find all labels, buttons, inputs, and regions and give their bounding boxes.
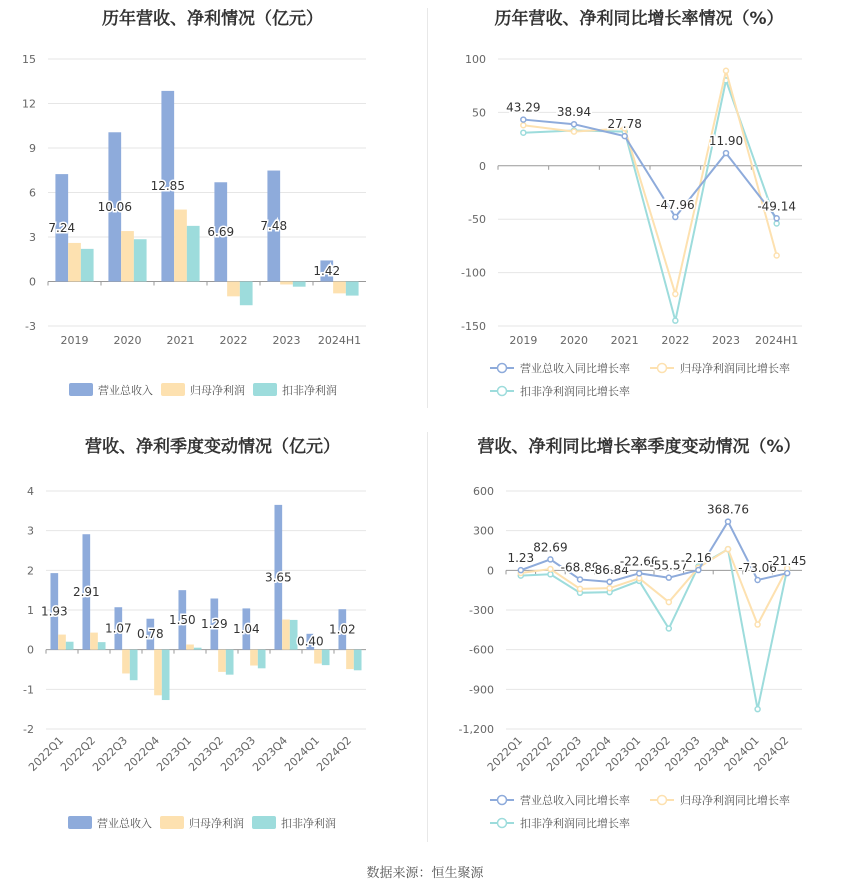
bar: [81, 249, 94, 282]
legend-marker: [658, 364, 667, 373]
x-tick-label: 2022: [219, 334, 248, 347]
data-label: 27.78: [607, 117, 642, 132]
data-source-note: 数据来源：恒生聚源: [366, 866, 484, 881]
data-label: 7.24: [48, 220, 76, 235]
series-point: [578, 577, 583, 582]
data-label: 2.16: [685, 551, 712, 566]
data-label: -86.84: [590, 562, 629, 577]
series-point: [521, 117, 526, 122]
legend-label: 归母净利润: [190, 384, 245, 397]
x-tick-label: 2020: [560, 334, 588, 347]
legend-swatch: [253, 383, 277, 396]
legend-label: 营业总收入同比增长率: [520, 362, 630, 375]
series-point: [724, 68, 729, 73]
series-point: [724, 151, 729, 156]
y-tick-label: -3: [25, 320, 36, 333]
y-tick-label: -150: [461, 320, 486, 333]
y-tick-label: 15: [22, 53, 36, 66]
bar: [174, 210, 187, 282]
series-point: [673, 291, 678, 296]
x-tick-label: 2019: [509, 334, 538, 347]
data-label: 6.69: [207, 224, 235, 239]
data-label: -22.66: [619, 554, 659, 569]
bar: [218, 650, 226, 672]
legend-swatch: [252, 816, 276, 829]
legend-marker: [498, 796, 507, 805]
series-point: [785, 571, 790, 576]
x-tick-label: 2023Q1: [603, 733, 644, 774]
quarterly-growth-line-chart: [428, 428, 850, 858]
series-point: [673, 318, 678, 323]
bar: [121, 231, 134, 281]
y-tick-label: -2: [23, 723, 34, 736]
bar: [68, 243, 81, 282]
data-label: 7.48: [260, 219, 288, 234]
series-point: [637, 571, 642, 576]
data-label: 368.76: [707, 502, 749, 517]
bar: [333, 282, 346, 294]
series-point: [755, 577, 760, 582]
series-point: [666, 575, 671, 580]
series-point: [673, 215, 678, 220]
x-tick-label: 2022Q2: [58, 733, 99, 774]
series-point: [607, 579, 612, 584]
bar: [66, 642, 74, 650]
x-tick-label: 2022: [661, 334, 690, 347]
series-point: [548, 567, 553, 572]
x-tick-label: 2023Q2: [632, 733, 673, 774]
series-point: [518, 568, 523, 573]
x-tick-label: 2021: [610, 334, 639, 347]
bar: [122, 650, 130, 674]
data-label: -55.57: [649, 558, 689, 573]
chart-title: 历年营收、净利同比增长率情况（%）: [494, 9, 784, 29]
series-point: [774, 253, 779, 258]
y-tick-label: 3: [29, 231, 36, 244]
y-tick-label: -300: [469, 604, 494, 617]
x-tick-label: 2023: [272, 334, 301, 347]
x-tick-label: 2022Q1: [26, 733, 67, 774]
y-tick-label: 0: [29, 275, 36, 289]
data-label: 1.02: [328, 622, 356, 637]
x-tick-label: 2024Q1: [721, 733, 762, 774]
legend-marker: [658, 796, 667, 805]
bar: [90, 633, 98, 650]
chart-title: 营收、净利季度变动情况（亿元）: [85, 437, 340, 457]
series-point: [774, 221, 779, 226]
bar: [314, 650, 322, 664]
series-point: [666, 600, 671, 605]
data-label: -21.45: [767, 554, 807, 569]
data-label: -49.14: [757, 199, 797, 214]
data-label: 1.42: [313, 263, 341, 278]
chart-title: 营收、净利同比增长率季度变动情况（%）: [477, 437, 801, 457]
y-tick-label: 0: [27, 643, 34, 657]
x-tick-label: 2023Q4: [250, 733, 291, 774]
legend-marker: [498, 819, 507, 828]
bar: [258, 650, 266, 669]
bar: [280, 282, 293, 285]
series-point: [726, 547, 731, 552]
x-tick-label: 2022Q1: [484, 733, 525, 774]
y-tick-label: 12: [22, 97, 36, 111]
bar: [186, 645, 194, 650]
data-label: 2.91: [72, 584, 100, 599]
data-label: -73.06: [738, 560, 777, 575]
data-label: -68.89: [560, 560, 600, 575]
legend-label: 扣非净利润: [282, 384, 337, 397]
legend-swatch: [69, 383, 93, 396]
series-point: [572, 129, 577, 134]
bar: [162, 650, 170, 700]
data-label: -47.96: [655, 198, 695, 213]
x-tick-label: 2024Q1: [282, 733, 323, 774]
data-label: 43.29: [506, 100, 541, 115]
bar: [250, 650, 258, 666]
x-tick-label: 2023Q2: [186, 733, 227, 774]
bar: [194, 648, 202, 650]
quarterly-bar-chart: [0, 428, 425, 858]
y-tick-label: 0: [487, 564, 494, 578]
annual-bar-chart: [0, 0, 425, 420]
bar: [346, 282, 359, 296]
x-tick-label: 2023Q4: [692, 733, 733, 774]
legend-label: 营业总收入: [98, 384, 153, 397]
y-tick-label: 600: [473, 485, 494, 498]
legend-label: 归母净利润同比增长率: [680, 362, 790, 375]
legend-swatch: [160, 816, 184, 829]
y-tick-label: 50: [472, 106, 486, 120]
x-tick-label: 2020: [113, 334, 142, 347]
y-tick-label: 1: [27, 604, 34, 617]
x-tick-label: 2022Q2: [514, 733, 555, 774]
bar: [346, 650, 354, 669]
x-tick-label: 2024Q2: [314, 733, 355, 774]
data-label: 0.40: [296, 634, 324, 649]
bar: [58, 635, 66, 650]
series-point: [548, 572, 553, 577]
y-tick-label: -50: [468, 213, 486, 227]
bar: [226, 650, 234, 675]
y-tick-label: 4: [27, 485, 34, 498]
data-label: 1.50: [168, 612, 196, 627]
legend-label: 营业总收入同比增长率: [520, 794, 630, 807]
bar: [293, 282, 306, 287]
legend-label: 扣非净利润同比增长率: [520, 385, 630, 398]
bar: [240, 282, 253, 306]
series-point: [521, 123, 526, 128]
x-tick-label: 2023: [712, 334, 740, 347]
y-tick-label: 9: [29, 142, 36, 155]
panel-quarterly-revenue-profit: [0, 428, 425, 858]
data-label: 0.78: [136, 627, 164, 642]
series-point: [622, 134, 627, 139]
y-tick-label: 6: [29, 186, 36, 200]
data-label: 1.93: [40, 604, 68, 619]
y-tick-label: 100: [465, 53, 486, 66]
bar: [322, 650, 330, 665]
panel-annual-revenue-profit: [0, 0, 425, 420]
data-label: 3.65: [264, 570, 292, 585]
annual-growth-line-chart: [428, 0, 850, 420]
data-label: 38.94: [556, 105, 592, 120]
x-tick-label: 2024H1: [755, 334, 799, 347]
legend-label: 营业总收入: [97, 817, 152, 830]
y-tick-label: -600: [469, 643, 494, 657]
data-label: 1.29: [200, 617, 228, 632]
data-label: 1.23: [507, 551, 535, 566]
x-tick-label: 2022Q4: [573, 733, 614, 774]
series-point: [666, 626, 671, 631]
series-point: [548, 557, 553, 562]
x-tick-label: 2019: [60, 334, 89, 347]
data-label: 10.06: [97, 199, 132, 214]
legend-swatch: [68, 816, 92, 829]
y-tick-label: 0: [479, 159, 486, 173]
series-point: [726, 519, 731, 524]
x-tick-label: 2023Q1: [154, 733, 195, 774]
legend-label: 归母净利润同比增长率: [680, 794, 790, 807]
x-tick-label: 2021: [166, 334, 195, 347]
series-point: [755, 622, 760, 627]
panel-quarterly-growth: [428, 428, 850, 858]
bar: [154, 650, 162, 696]
y-tick-label: -100: [461, 266, 486, 280]
bar: [282, 620, 290, 650]
legend-marker: [498, 387, 507, 396]
y-tick-label: -900: [469, 683, 494, 697]
bar: [134, 239, 147, 281]
y-tick-label: 2: [27, 564, 34, 578]
data-label: 82.69: [533, 540, 568, 555]
x-tick-label: 2023Q3: [218, 733, 259, 774]
series-point: [578, 586, 583, 591]
x-tick-label: 2024Q2: [751, 733, 792, 774]
legend-label: 扣非净利润: [281, 817, 336, 830]
data-label: 1.04: [232, 622, 260, 637]
series-point: [521, 130, 526, 135]
legend-label: 扣非净利润同比增长率: [520, 817, 630, 830]
legend-swatch: [161, 383, 185, 396]
series-point: [696, 568, 701, 573]
chart-title: 历年营收、净利情况（亿元）: [102, 9, 323, 29]
bar: [98, 642, 106, 650]
y-tick-label: 300: [473, 524, 494, 538]
legend-label: 归母净利润: [189, 817, 244, 830]
x-tick-label: 2024H1: [317, 334, 362, 347]
x-tick-label: 2022Q3: [90, 733, 131, 774]
bar: [187, 226, 200, 282]
bar: [227, 282, 240, 297]
legend-marker: [498, 364, 507, 373]
data-label: 11.90: [708, 134, 744, 149]
series-point: [755, 707, 760, 712]
x-tick-label: 2022Q4: [122, 733, 163, 774]
y-tick-label: -1,200: [458, 723, 494, 736]
series-point: [607, 586, 612, 591]
y-tick-label: -1: [23, 683, 34, 697]
bar: [354, 650, 362, 671]
data-label: 12.85: [150, 179, 185, 194]
data-label: 1.07: [104, 621, 132, 636]
series-point: [572, 122, 577, 127]
panel-annual-growth: [428, 0, 850, 420]
series-point: [774, 216, 779, 221]
x-tick-label: 2023Q3: [662, 733, 703, 774]
bar: [130, 650, 138, 681]
x-tick-label: 2022Q3: [544, 733, 585, 774]
y-tick-label: 3: [27, 524, 34, 538]
